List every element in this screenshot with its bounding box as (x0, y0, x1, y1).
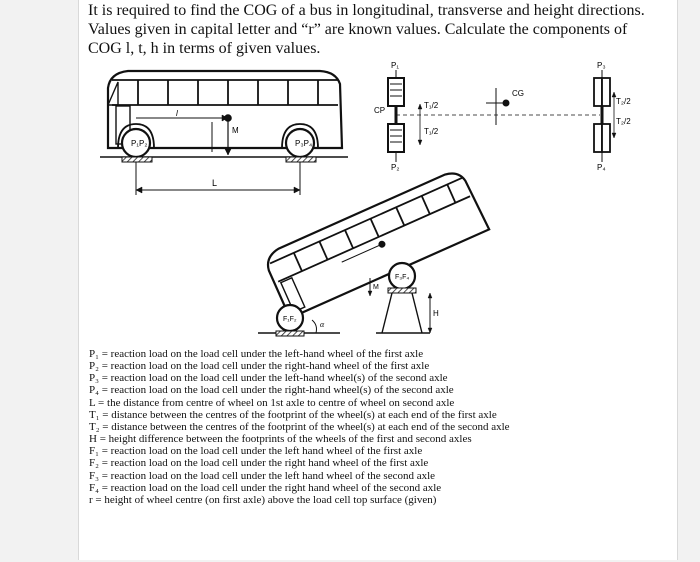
definition-p2: P₂ = reaction load on the load cell under the right-hand wheel of the first axle (89, 360, 430, 373)
label-h-dim: H (433, 309, 439, 318)
front-axle-view (388, 70, 600, 162)
label-p3: P₃ (597, 61, 606, 70)
definition-f4: F₄ = reaction load on the load cell under the right hand wheel of the second axle (89, 481, 442, 494)
label-cg: CG (512, 89, 524, 98)
label-t1-half-b: T₁/2 (424, 127, 439, 136)
label-p2: P₂ (391, 163, 400, 172)
label-t2-half-a: T₂/2 (616, 97, 631, 106)
definition-t2: T₂ = distance between the centres of the footprint of the wheel(s) at each end of the second axle (89, 420, 510, 433)
cg-marker (486, 88, 509, 125)
label-f1f2: F₁F₂ (283, 316, 297, 323)
label-m: M (232, 126, 239, 135)
label-p3p4: P₃P₄ (295, 139, 313, 148)
label-f3f4: F₃F₄ (395, 274, 410, 281)
label-cp: CP (374, 106, 386, 115)
tilted-view (258, 167, 489, 336)
definition-p4: P₄ = reaction load on the load cell under the right-hand wheel(s) of the second axle (89, 384, 454, 397)
definition-f1: F₁ = reaction load on the load cell under the left hand wheel of the first axle (89, 445, 423, 458)
label-L: L (212, 178, 218, 188)
definition-f3: F₃ = reaction load on the load cell under the left hand wheel of the second axle (89, 469, 436, 482)
variable-definitions (89, 348, 629, 506)
definition-r: r = height of wheel centre (on first axle) above the load cell top surface (given) (89, 493, 437, 506)
rear-axle-view (594, 70, 616, 162)
definition-t1: T₁ = distance between the centres of the footprint of the wheel(s) at each end of the first axle (89, 408, 497, 421)
problem-line-2: Values given in capital letter and “r” are known values. Calculate the components of (88, 21, 628, 38)
label-l: l (176, 109, 178, 118)
label-t1-half-a: T₁/2 (424, 101, 439, 110)
problem-line-3: COG l, t, h in terms of given values. (88, 40, 321, 57)
definition-h: H = height difference between the footprints of the wheels of the first and second axles (89, 433, 472, 446)
definition-L: L = the distance from centre of wheel on 1st axle to centre of wheel on second axle (89, 396, 455, 409)
definition-f2: F₂ = reaction load on the load cell under the right hand wheel of the first axle (89, 457, 429, 470)
side-view (100, 71, 348, 195)
label-p1p2: P₁P₂ (131, 139, 148, 148)
problem-line-1: It is required to find the COG of a bus in longitudinal, transverse and height directions. (88, 2, 645, 19)
label-alpha: α (320, 320, 325, 329)
definition-p3: P₃ = reaction load on the load cell under the left-hand wheel(s) of the second axle (89, 372, 448, 385)
label-p4: P₄ (597, 163, 606, 172)
label-p1: P₁ (391, 61, 400, 70)
definition-p1: P₁ = reaction load on the load cell under the left-hand wheel of the first axle (89, 348, 424, 360)
label-t2-half-b: T₂/2 (616, 117, 631, 126)
label-m-tilted: M (373, 284, 379, 291)
